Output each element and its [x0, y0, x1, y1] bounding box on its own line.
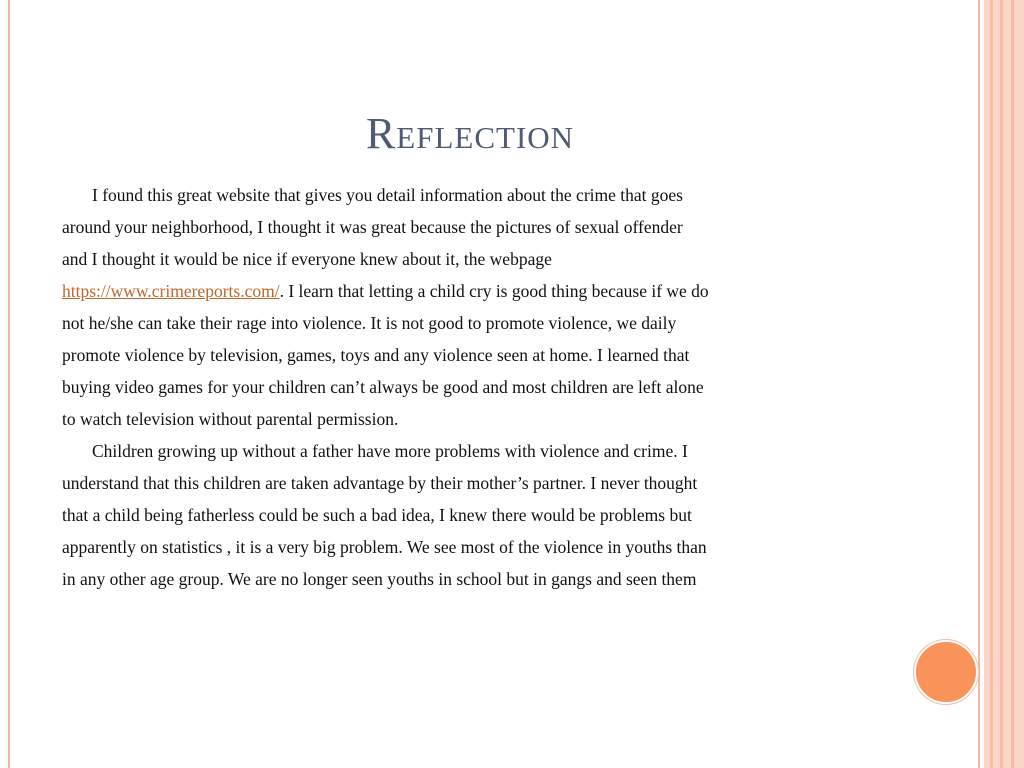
paragraph-line: not he/she can take their rage into violence. It is not good to promote violence, we daily: [62, 313, 677, 333]
slide-title: Reflection: [365, 109, 575, 158]
paragraph-line: promote violence by television, games, toys and any violence seen at home. I learned that: [62, 345, 690, 365]
paragraph-line: in any other age group. We are no longer seen youths in school but in gangs and seen them: [62, 569, 697, 589]
paragraph-line: around your neighborhood, I thought it was great because the pictures of sexual offender: [62, 217, 683, 237]
decorative-circle: [914, 640, 978, 704]
crimereports-link[interactable]: https://www.crimereports.com/: [62, 281, 280, 301]
paragraph-line: Children growing up without a father have more problems with violence and crime. I: [92, 441, 688, 461]
paragraph-line: and I thought it would be nice if everyone knew about it, the webpage: [62, 249, 552, 269]
paragraph-line: https://www.crimereports.com/. I learn that letting a child cry is good thing because if we do: [62, 281, 709, 301]
paragraph-line: apparently on statistics , it is a very big problem. We see most of the violence in youths than: [62, 537, 707, 557]
paragraph-line: understand that this children are taken advantage by their mother’s partner. I never thought: [62, 473, 698, 493]
right-stripe: [1000, 0, 1003, 768]
paragraph-line: buying video games for your children can’t always be good and most children are left alone: [62, 377, 704, 397]
right-stripe: [1011, 0, 1014, 768]
right-stripe: [990, 0, 993, 768]
paragraph-line: I found this great website that gives you detail information about the crime that goes: [92, 185, 683, 205]
right-border-line: [978, 0, 980, 768]
paragraph-line: to watch television without parental permission.: [62, 409, 399, 429]
slide-body: [62, 183, 892, 599]
paragraph-line: that a child being fatherless could be such a bad idea, I knew there would be problems but: [62, 505, 692, 525]
